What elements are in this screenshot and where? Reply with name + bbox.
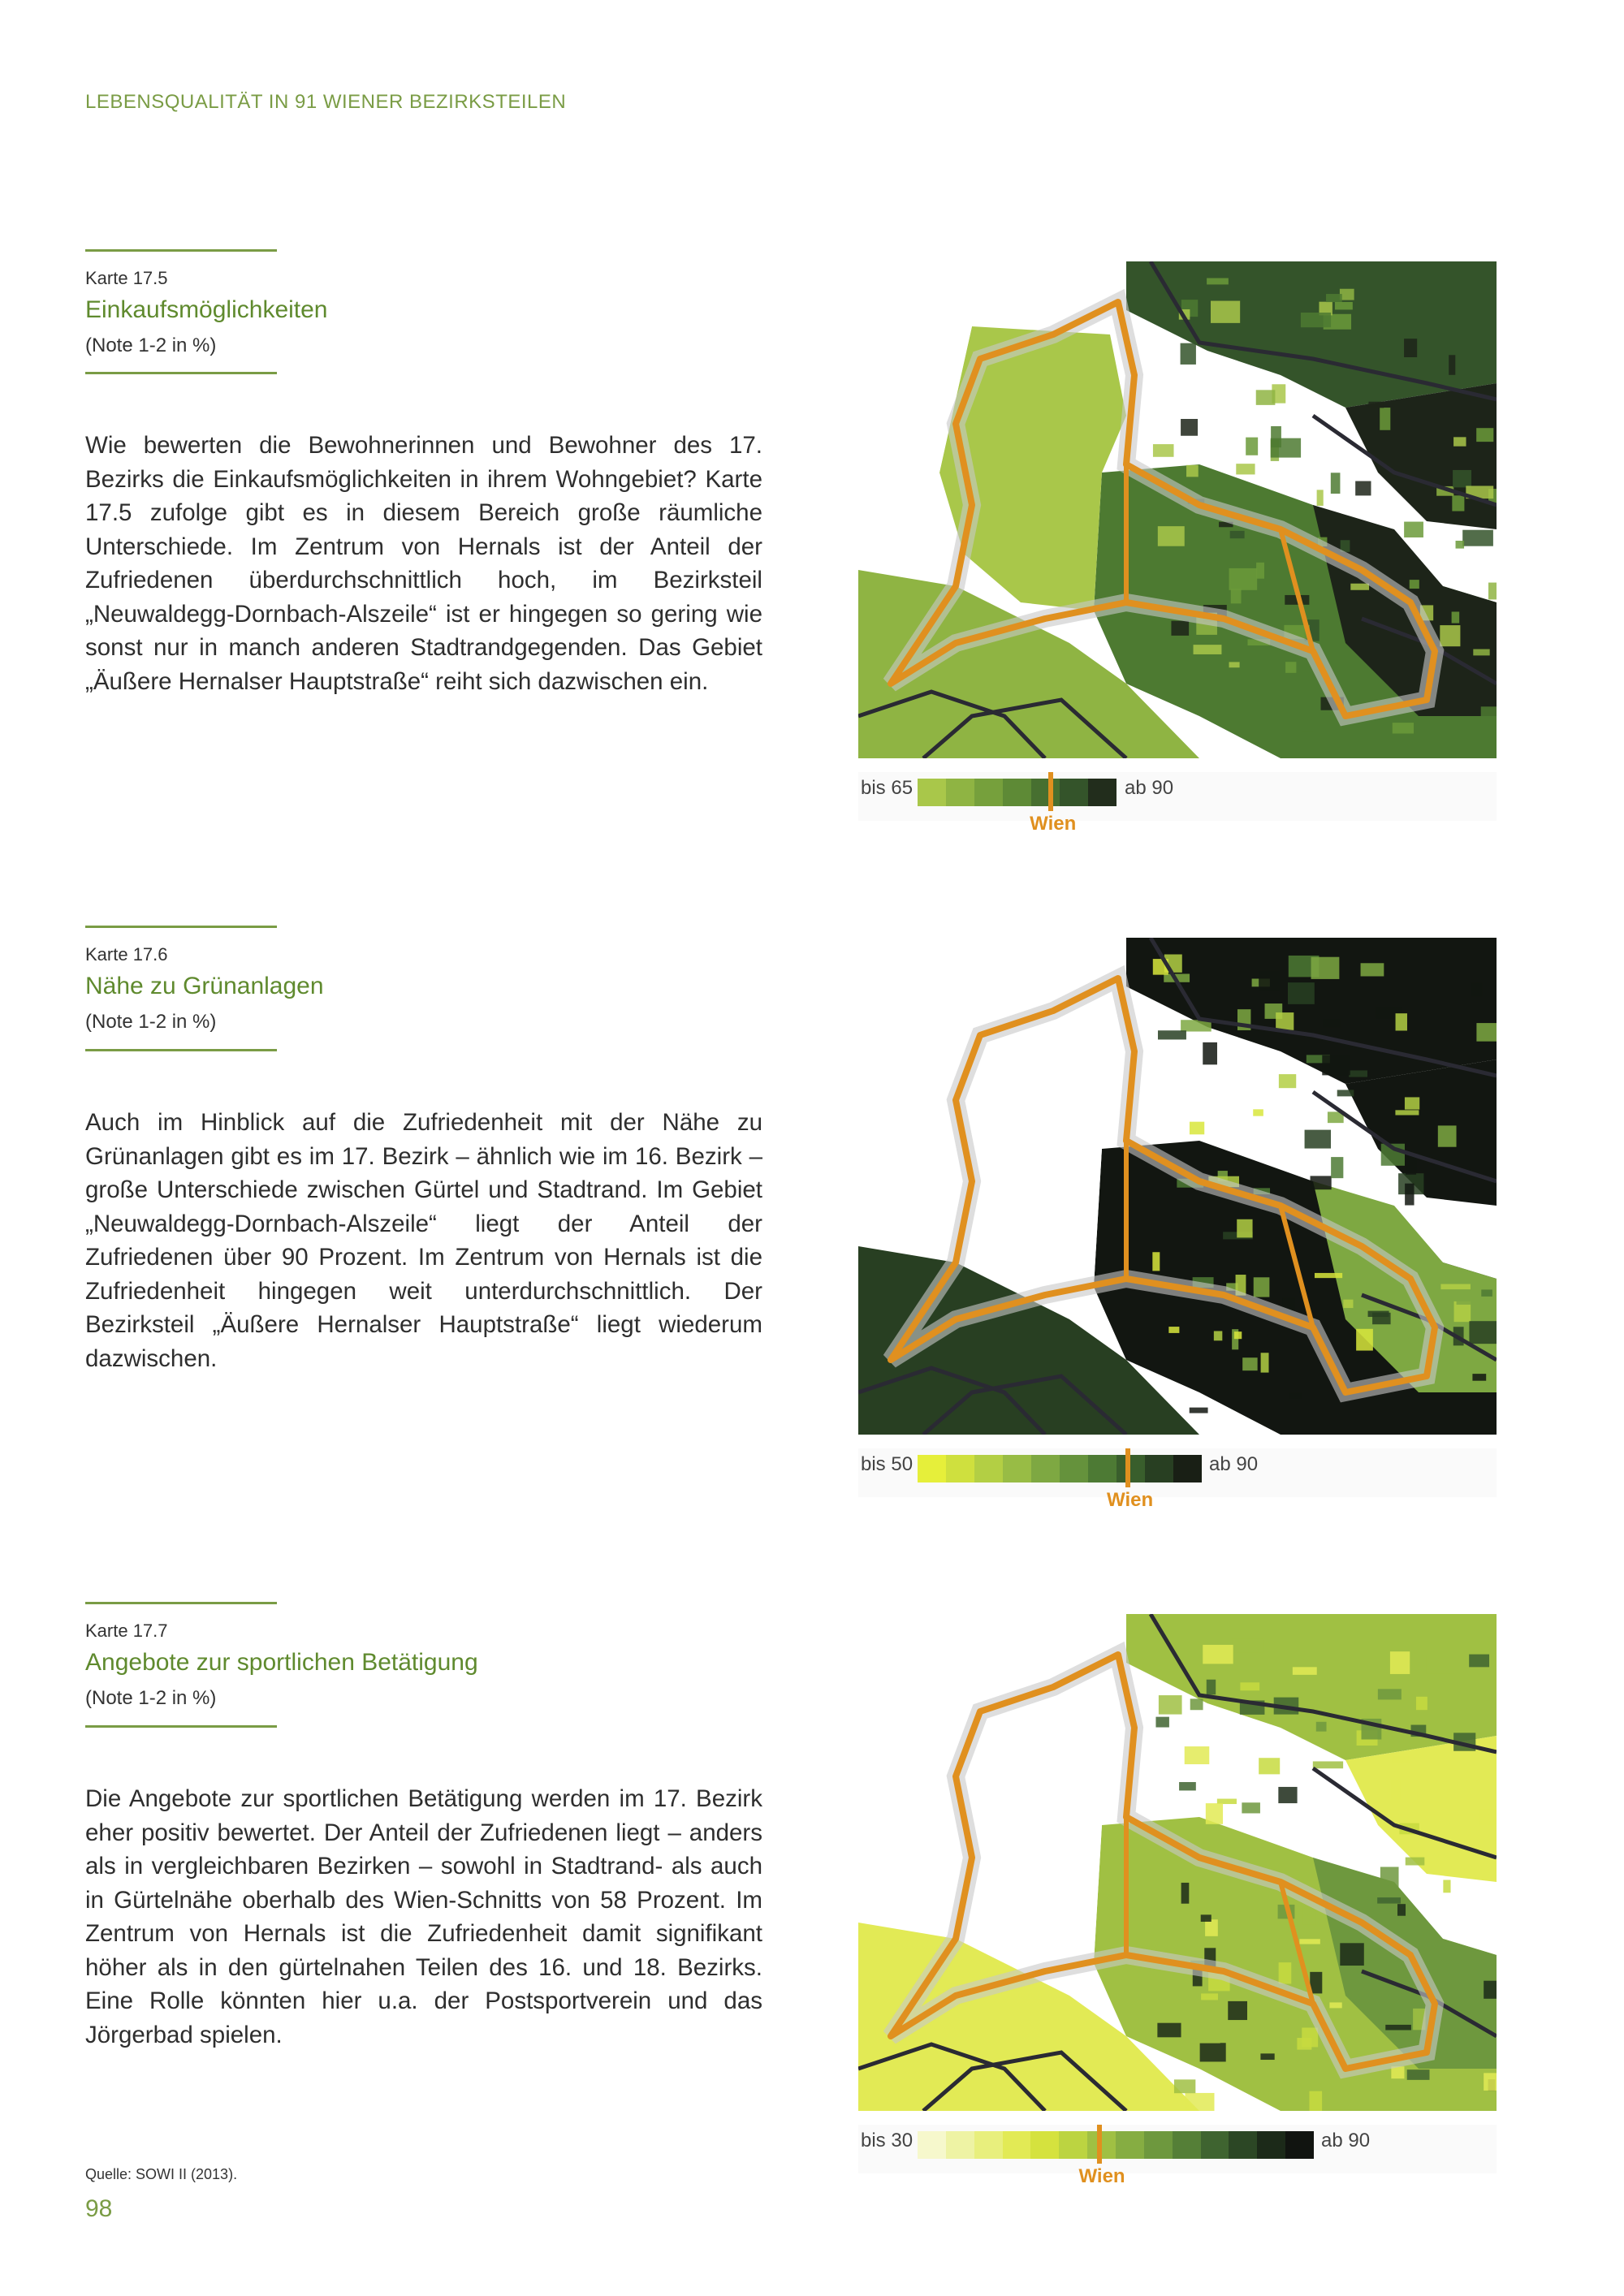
- map-block: [1256, 563, 1264, 579]
- map-note: (Note 1-2 in %): [85, 1011, 217, 1033]
- map-block: [1368, 1311, 1389, 1317]
- map-block: [1316, 1722, 1327, 1732]
- map-block: [1440, 625, 1460, 646]
- map-block: [1278, 1787, 1297, 1803]
- map-block: [1472, 1374, 1486, 1381]
- map-block: [1174, 2079, 1195, 2093]
- map-block: [1406, 1858, 1425, 1866]
- district-map-svg: [858, 261, 1497, 758]
- legend-wien-marker: [1048, 772, 1053, 811]
- map-block: [1207, 278, 1229, 285]
- legend-swatch: [1059, 2131, 1087, 2159]
- map-block: [1473, 649, 1489, 655]
- map-block: [1377, 1897, 1401, 1903]
- map-block: [1389, 1963, 1406, 1977]
- map-block: [1185, 2093, 1214, 2111]
- map-block: [1469, 1655, 1489, 1668]
- map-block: [1240, 1682, 1259, 1690]
- map-block: [1279, 1962, 1292, 1983]
- map-block: [1426, 1655, 1454, 1674]
- map-block: [1159, 1695, 1182, 1715]
- map-block: [1378, 1689, 1402, 1699]
- legend-swatch: [918, 2131, 946, 2159]
- map-block: [1331, 1157, 1343, 1178]
- district-map-svg: [858, 938, 1497, 1435]
- map-block: [1343, 1300, 1353, 1308]
- map-block: [1337, 1090, 1354, 1096]
- map-block: [1254, 1277, 1270, 1297]
- map-block: [1181, 1883, 1190, 1904]
- legend-max-label: ab 90: [1321, 2130, 1371, 2151]
- legend-swatch: [1116, 2131, 1144, 2159]
- district-map-svg: [858, 1614, 1497, 2111]
- map-block: [1271, 438, 1301, 458]
- map-block: [1261, 1353, 1269, 1372]
- map-block: [1205, 1919, 1218, 1936]
- map-block: [1260, 2053, 1274, 2060]
- map-block: [1380, 408, 1390, 430]
- map-description: Wie bewerten die Bewohnerinnen und Bewohner des 17. Bezirks die Einkaufsmöglichkeiten in ihrem Wohngebiet? Karte 17.5 zufolge gibt es in diesem Bereich große räumliche Unterschiede. Im Zentrum von Hernals ist der Anteil der Zufriedenen überdurchschnittlich hoch, im Bezirksteil „Neuwaldegg-Dornbach-Alszeile“ ist er hingegen so gering wie sonst nur in manch anderen Stadtrandgegenden. Das Gebiet „Äußere Hernalser Hauptstraße“ reiht sich dazwischen ein.: [85, 432, 762, 695]
- map-block: [1315, 1273, 1342, 1278]
- map-number: Karte 17.7: [85, 1621, 168, 1641]
- map-block: [1453, 437, 1466, 446]
- map-block: [1217, 1799, 1237, 1804]
- map-block: [1397, 1904, 1406, 1916]
- map-block: [1185, 1746, 1210, 1764]
- map-block: [1153, 444, 1174, 457]
- legend-swatch: [974, 1455, 1003, 1482]
- map-block: [1350, 584, 1369, 590]
- legend-swatch: [974, 2131, 1003, 2159]
- map-block: [1302, 2027, 1318, 2047]
- legend-min-label: bis 50: [861, 1453, 914, 1475]
- map-block: [1200, 2043, 1226, 2061]
- map-note: (Note 1-2 in %): [85, 1687, 217, 1709]
- map-description: Die Angebote zur sportlichen Betätigung werden im 17. Bezirk eher positiv bewertet. Der Anteil der Zufriedenen liegt – anders als in vergleichbaren Bezirken – sowohl in Stadtrand- als auch in Gürtelnähe oberhalb des Wien-Schnitts von 58 Prozent. Im Zentrum von Hernals ist die Zufriedenheit damit signifikant höher als in den gürtelnahen Teilen des 16. und 18. Bezirks. Eine Rolle könnten hier u.a. der Postsportverein und das Jörgerbad spielen.: [85, 1785, 762, 2048]
- map-block: [1158, 526, 1185, 546]
- legend-max-label: ab 90: [1125, 777, 1174, 799]
- section-rule-bottom: [85, 1725, 277, 1728]
- map-block: [1246, 438, 1258, 455]
- section-rule-bottom: [85, 372, 277, 374]
- map-block: [1484, 1981, 1497, 1999]
- map-block: [1476, 1023, 1497, 1042]
- legend-swatch: [1145, 1455, 1173, 1482]
- map-block: [1440, 1284, 1471, 1290]
- map-block: [1168, 1327, 1179, 1333]
- legend-swatch: [946, 1455, 974, 1482]
- map-block: [1230, 531, 1245, 538]
- map-block: [1355, 481, 1371, 496]
- district-map: [858, 938, 1497, 1435]
- legend-swatch: [1257, 2131, 1285, 2159]
- legend-swatch: [1031, 1455, 1060, 1482]
- map-number: Karte 17.6: [85, 944, 168, 965]
- map-block: [1207, 1680, 1216, 1695]
- map-block: [1194, 645, 1222, 654]
- map-block: [1410, 580, 1419, 589]
- map-block: [1203, 1042, 1217, 1064]
- legend-color-ramp: [918, 1455, 1202, 1482]
- map-block: [1453, 470, 1471, 487]
- legend-max-label: ab 90: [1209, 1453, 1259, 1475]
- map-block: [1457, 1293, 1481, 1305]
- map-block: [1406, 1155, 1416, 1175]
- legend-swatch: [1173, 1455, 1202, 1482]
- map-block: [1302, 720, 1314, 732]
- legend-swatch: [1060, 1455, 1088, 1482]
- legend-swatch: [1060, 779, 1088, 806]
- map-block: [1279, 1074, 1296, 1088]
- map-block: [1242, 1357, 1257, 1370]
- map-block: [1456, 541, 1465, 549]
- section-rule-top: [85, 1602, 277, 1604]
- map-block: [1311, 957, 1340, 979]
- map-block: [1469, 1321, 1497, 1344]
- legend-swatch: [1003, 779, 1031, 806]
- page-number: 98: [85, 2195, 113, 2222]
- map-block: [1231, 589, 1242, 603]
- map-block: [1407, 2069, 1430, 2080]
- legend-swatch: [1116, 1455, 1145, 1482]
- map-block: [1452, 495, 1464, 511]
- legend-wien-label: Wien: [1030, 813, 1077, 835]
- legend-swatch: [1285, 2131, 1314, 2159]
- map-legend: [858, 1448, 1497, 1511]
- map-block: [1201, 1993, 1218, 2000]
- map-block: [1368, 402, 1384, 408]
- map-description: Auch im Hinblick auf die Zufriedenheit mit der Nähe zu Grünanlagen gibt es im 17. Bezirk – ähnlich wie im 16. Bezirk – große Unterschiede zwischen Gürtel und Stadtrand. Im Gebiet „Neuwaldegg-Dornbach-Alszeile“ liegt der Anteil der Zufriedenen über 90 Prozent. Im Zentrum von Hernals ist die Zufriedenheit hingegen weit unterdurchschnittlich. Der Bezirksteil „Äußere Hernalser Hauptstraße“ liegt wiederum dazwischen.: [85, 1109, 762, 1372]
- map-block: [1313, 1761, 1343, 1768]
- map-block: [1462, 530, 1493, 546]
- legend-swatch: [1088, 779, 1116, 806]
- legend-wien-marker: [1125, 1448, 1130, 1487]
- map-block: [1349, 1070, 1367, 1077]
- legend-swatch: [946, 2131, 974, 2159]
- map-block: [1331, 473, 1341, 494]
- map-note: (Note 1-2 in %): [85, 334, 217, 356]
- map-block: [1323, 1019, 1340, 1027]
- map-block: [1361, 963, 1384, 976]
- map-block: [1317, 490, 1324, 506]
- legend-swatch: [1003, 2131, 1031, 2159]
- legend-swatch: [918, 1455, 946, 1482]
- map-block: [1481, 1289, 1492, 1296]
- running-header: LEBENSQUALITÄT IN 91 WIENER BEZIRKSTEILEN: [85, 91, 567, 113]
- map-block: [1256, 390, 1276, 405]
- map-block: [1214, 1331, 1222, 1340]
- map-block: [1276, 1012, 1294, 1030]
- map-block: [1155, 1717, 1168, 1728]
- map-block: [1293, 1667, 1317, 1675]
- map-block: [1285, 662, 1296, 673]
- legend-wien-marker: [1097, 2125, 1102, 2164]
- map-block: [1471, 983, 1482, 997]
- map-title: Nähe zu Grünanlagen: [85, 973, 324, 999]
- map-block: [1380, 1867, 1399, 1887]
- legend-swatch: [1088, 1455, 1116, 1482]
- legend-color-ramp: [918, 779, 1116, 806]
- map-block: [1253, 1109, 1263, 1116]
- map-number: Karte 17.5: [85, 268, 168, 288]
- legend-swatch: [1229, 2131, 1257, 2159]
- map-block: [1190, 1698, 1203, 1710]
- legend-swatch: [918, 779, 946, 806]
- map-block: [1476, 428, 1493, 442]
- map-block: [1335, 302, 1353, 309]
- map-block: [1396, 1013, 1407, 1030]
- map-block: [1233, 1638, 1263, 1653]
- map-block: [1229, 662, 1240, 667]
- map-block: [1237, 1219, 1252, 1238]
- section-rule-top: [85, 249, 277, 252]
- map-block: [1191, 2038, 1220, 2044]
- map-block: [1259, 971, 1280, 991]
- section-rule-top: [85, 926, 277, 928]
- map-block: [1393, 723, 1414, 733]
- map-block: [1390, 1651, 1410, 1674]
- map-block: [1181, 419, 1198, 436]
- map-title: Einkaufsmöglichkeiten: [85, 296, 328, 323]
- map-block: [1404, 522, 1423, 537]
- map-block: [1190, 1122, 1204, 1135]
- map-block: [1481, 706, 1497, 724]
- legend-swatch: [1173, 2131, 1201, 2159]
- map-block: [1488, 583, 1497, 600]
- legend-wien-label: Wien: [1078, 2165, 1125, 2187]
- map-block: [1181, 343, 1196, 365]
- map-block: [1452, 611, 1460, 623]
- legend-color-ramp: [918, 2131, 1314, 2159]
- map-block: [1234, 1331, 1242, 1339]
- map-block: [1171, 621, 1189, 636]
- map-block: [1405, 1184, 1414, 1206]
- map-block: [1356, 1329, 1373, 1351]
- map-block: [1479, 1810, 1496, 1825]
- map-block: [1311, 1176, 1332, 1189]
- map-block: [1326, 294, 1342, 302]
- map-block: [1449, 355, 1455, 375]
- map-block: [1309, 2091, 1322, 2111]
- map-legend: [858, 772, 1497, 835]
- map-block: [1329, 2002, 1341, 2008]
- map-block: [1405, 1097, 1419, 1109]
- map-block: [1201, 1914, 1212, 1922]
- legend-swatch: [1003, 1455, 1031, 1482]
- map-block: [1228, 2001, 1247, 2020]
- map-block: [1203, 1645, 1233, 1664]
- map-block: [1301, 313, 1331, 327]
- legend-swatch: [1144, 2131, 1173, 2159]
- map-block: [1443, 1880, 1450, 1893]
- legend-swatch: [1031, 779, 1060, 806]
- map-block: [1211, 301, 1240, 323]
- map-block: [1404, 339, 1417, 357]
- map-block: [1186, 465, 1199, 477]
- map-block: [1288, 982, 1315, 1004]
- legend-swatch: [1030, 2131, 1059, 2159]
- source-note: Quelle: SOWI II (2013).: [85, 2166, 238, 2182]
- map-block: [1395, 1110, 1419, 1115]
- legend-wien-label: Wien: [1107, 1489, 1154, 1511]
- legend-min-label: bis 30: [861, 2130, 914, 2151]
- legend-min-label: bis 65: [861, 777, 914, 799]
- map-block: [1229, 568, 1258, 590]
- map-block: [1416, 1697, 1427, 1710]
- map-block: [1302, 1907, 1315, 1925]
- district-map: [858, 1614, 1497, 2111]
- map-block: [1392, 1757, 1410, 1762]
- map-block: [1152, 1252, 1160, 1271]
- legend-swatch: [974, 779, 1003, 806]
- map-legend: [858, 2125, 1497, 2187]
- map-block: [1385, 2025, 1411, 2031]
- map-block: [1242, 1802, 1260, 1813]
- legend-swatch: [946, 779, 974, 806]
- map-title: Angebote zur sportlichen Betätigung: [85, 1649, 478, 1676]
- map-block: [1305, 1130, 1331, 1149]
- map-block: [1259, 1758, 1280, 1774]
- map-block: [1392, 1780, 1402, 1800]
- map-block: [1179, 1782, 1196, 1790]
- district-map: [858, 261, 1497, 758]
- section-rule-bottom: [85, 1049, 277, 1051]
- map-block: [1158, 1030, 1186, 1039]
- map-block: [1236, 464, 1255, 474]
- map-block: [1438, 1125, 1457, 1146]
- map-block: [1289, 1393, 1302, 1399]
- map-block: [1190, 1408, 1208, 1413]
- map-block: [1299, 1939, 1320, 1944]
- map-block: [1484, 2073, 1497, 2091]
- map-block: [1157, 2023, 1181, 2038]
- map-block: [1206, 1803, 1223, 1824]
- map-block: [1322, 1055, 1350, 1076]
- legend-swatch: [1201, 2131, 1229, 2159]
- map-block: [1340, 1943, 1363, 1966]
